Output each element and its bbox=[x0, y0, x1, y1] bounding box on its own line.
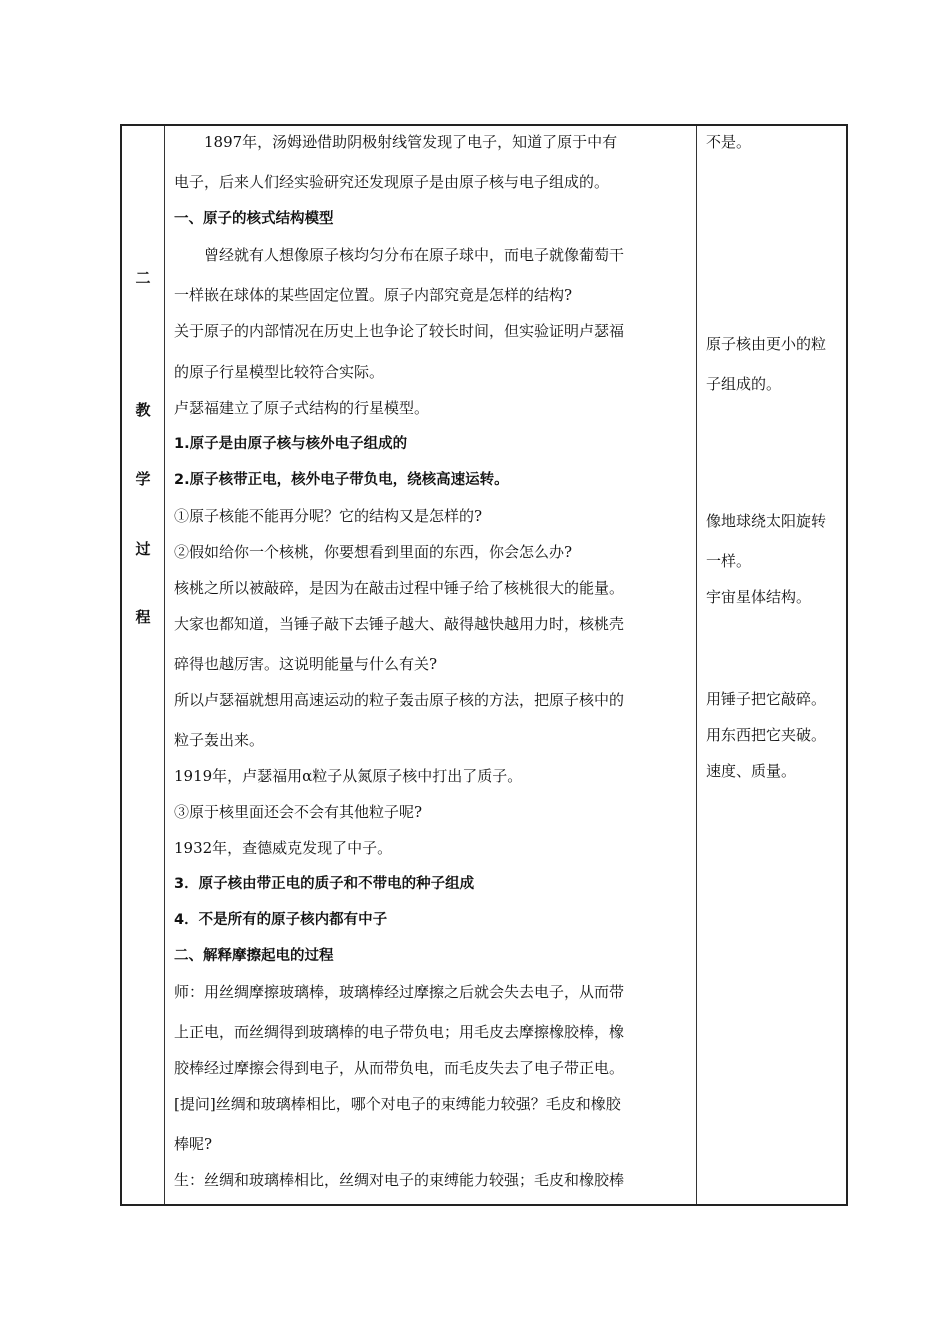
point-heading: 1.原子是由原子核与核外电子组成的 bbox=[174, 436, 408, 452]
section-heading: 一、原子的核式结构模型 bbox=[174, 211, 334, 227]
response-line: 像地球绕太阳旋转 bbox=[706, 512, 827, 530]
response-line: 子组成的。 bbox=[706, 375, 782, 393]
response-line: 原子核由更小的粒 bbox=[706, 335, 827, 353]
section-heading: 二、解释摩擦起电的过程 bbox=[174, 948, 334, 964]
point-heading: 3．原子核由带正电的质子和不带电的种子组成 bbox=[174, 876, 475, 892]
content-line: 关于原子的内部情况在历史上也争论了较长时间，但实验证明卢瑟福 bbox=[174, 322, 625, 340]
column-divider-right bbox=[696, 126, 697, 1204]
stage-char-3: 学 bbox=[135, 470, 151, 488]
content-line: 核桃之所以被敲碎，是因为在敲击过程中锤子给了核桃很大的能量。 bbox=[174, 579, 625, 597]
content-line: 卢瑟福建立了原子式结构的行星模型。 bbox=[174, 399, 430, 417]
content-line: ①原子核能不能再分呢？它的结构又是怎样的? bbox=[174, 507, 483, 525]
content-line: ③原于核里面还会不会有其他粒子呢? bbox=[174, 803, 423, 821]
response-line: 用东西把它夹破。 bbox=[706, 726, 827, 744]
response-line: 一样。 bbox=[706, 552, 752, 570]
point-heading: 2.原子核带正电，核外电子带负电，绕核高速运转。 bbox=[174, 472, 509, 488]
content-line: 1932年，查德威克发现了中子。 bbox=[174, 839, 393, 857]
stage-char-2: 教 bbox=[135, 401, 151, 419]
response-line: 速度、质量。 bbox=[706, 762, 797, 780]
lesson-table bbox=[120, 124, 848, 1206]
response-line: 用锤子把它敲碎。 bbox=[706, 690, 827, 708]
point-heading: 4．不是所有的原子核内都有中子 bbox=[174, 912, 388, 928]
content-line: 一样嵌在球体的某些固定位置。原子内部究竟是怎样的结构? bbox=[174, 286, 573, 304]
content-line: 上正电，而丝绸得到玻璃棒的电子带负电；用毛皮去摩擦橡胶棒，橡 bbox=[174, 1023, 625, 1041]
stage-char-5: 程 bbox=[135, 608, 151, 626]
content-line: 胶棒经过摩擦会得到电子，从而带负电，而毛皮失去了电子带正电。 bbox=[174, 1059, 625, 1077]
content-line: 大家也都知道，当锤子敲下去锤子越大、敲得越快越用力时，核桃壳 bbox=[174, 615, 625, 633]
content-line: [提问]丝绸和玻璃棒相比，哪个对电子的束缚能力较强？毛皮和橡胶 bbox=[174, 1095, 621, 1113]
content-line: 1919年，卢瑟福用α粒子从氮原子核中打出了质子。 bbox=[174, 767, 523, 785]
content-line: 棒呢? bbox=[174, 1135, 213, 1153]
content-line: 的原子行星模型比较符合实际。 bbox=[174, 363, 385, 381]
content-line: 粒子轰出来。 bbox=[174, 731, 265, 749]
response-line: 宇宙星体结构。 bbox=[706, 588, 812, 606]
content-line: 生：丝绸和玻璃棒相比，丝绸对电子的束缚能力较强；毛皮和橡胶棒 bbox=[174, 1171, 625, 1189]
stage-char-1: 二 bbox=[135, 269, 151, 287]
content-line: 1897年，汤姆逊借助阴极射线管发现了电子，知道了原于中有 bbox=[174, 133, 618, 151]
content-line: 所以卢瑟福就想用高速运动的粒子轰击原子核的方法，把原子核中的 bbox=[174, 691, 625, 709]
content-line: 曾经就有人想像原子核均匀分布在原子球中，而电子就像葡萄干 bbox=[174, 246, 625, 264]
response-line: 不是。 bbox=[706, 133, 752, 151]
column-divider-left bbox=[164, 126, 165, 1204]
stage-char-4: 过 bbox=[135, 540, 151, 558]
content-line: ②假如给你一个核桃，你要想看到里面的东西，你会怎么办? bbox=[174, 543, 573, 561]
content-line: 电子，后来人们经实验研究还发现原子是由原子核与电子组成的。 bbox=[174, 173, 610, 191]
content-line: 碎得也越厉害。这说明能量与什么有关? bbox=[174, 655, 438, 673]
content-line: 师：用丝绸摩擦玻璃棒，玻璃棒经过摩擦之后就会失去电子，从而带 bbox=[174, 983, 625, 1001]
